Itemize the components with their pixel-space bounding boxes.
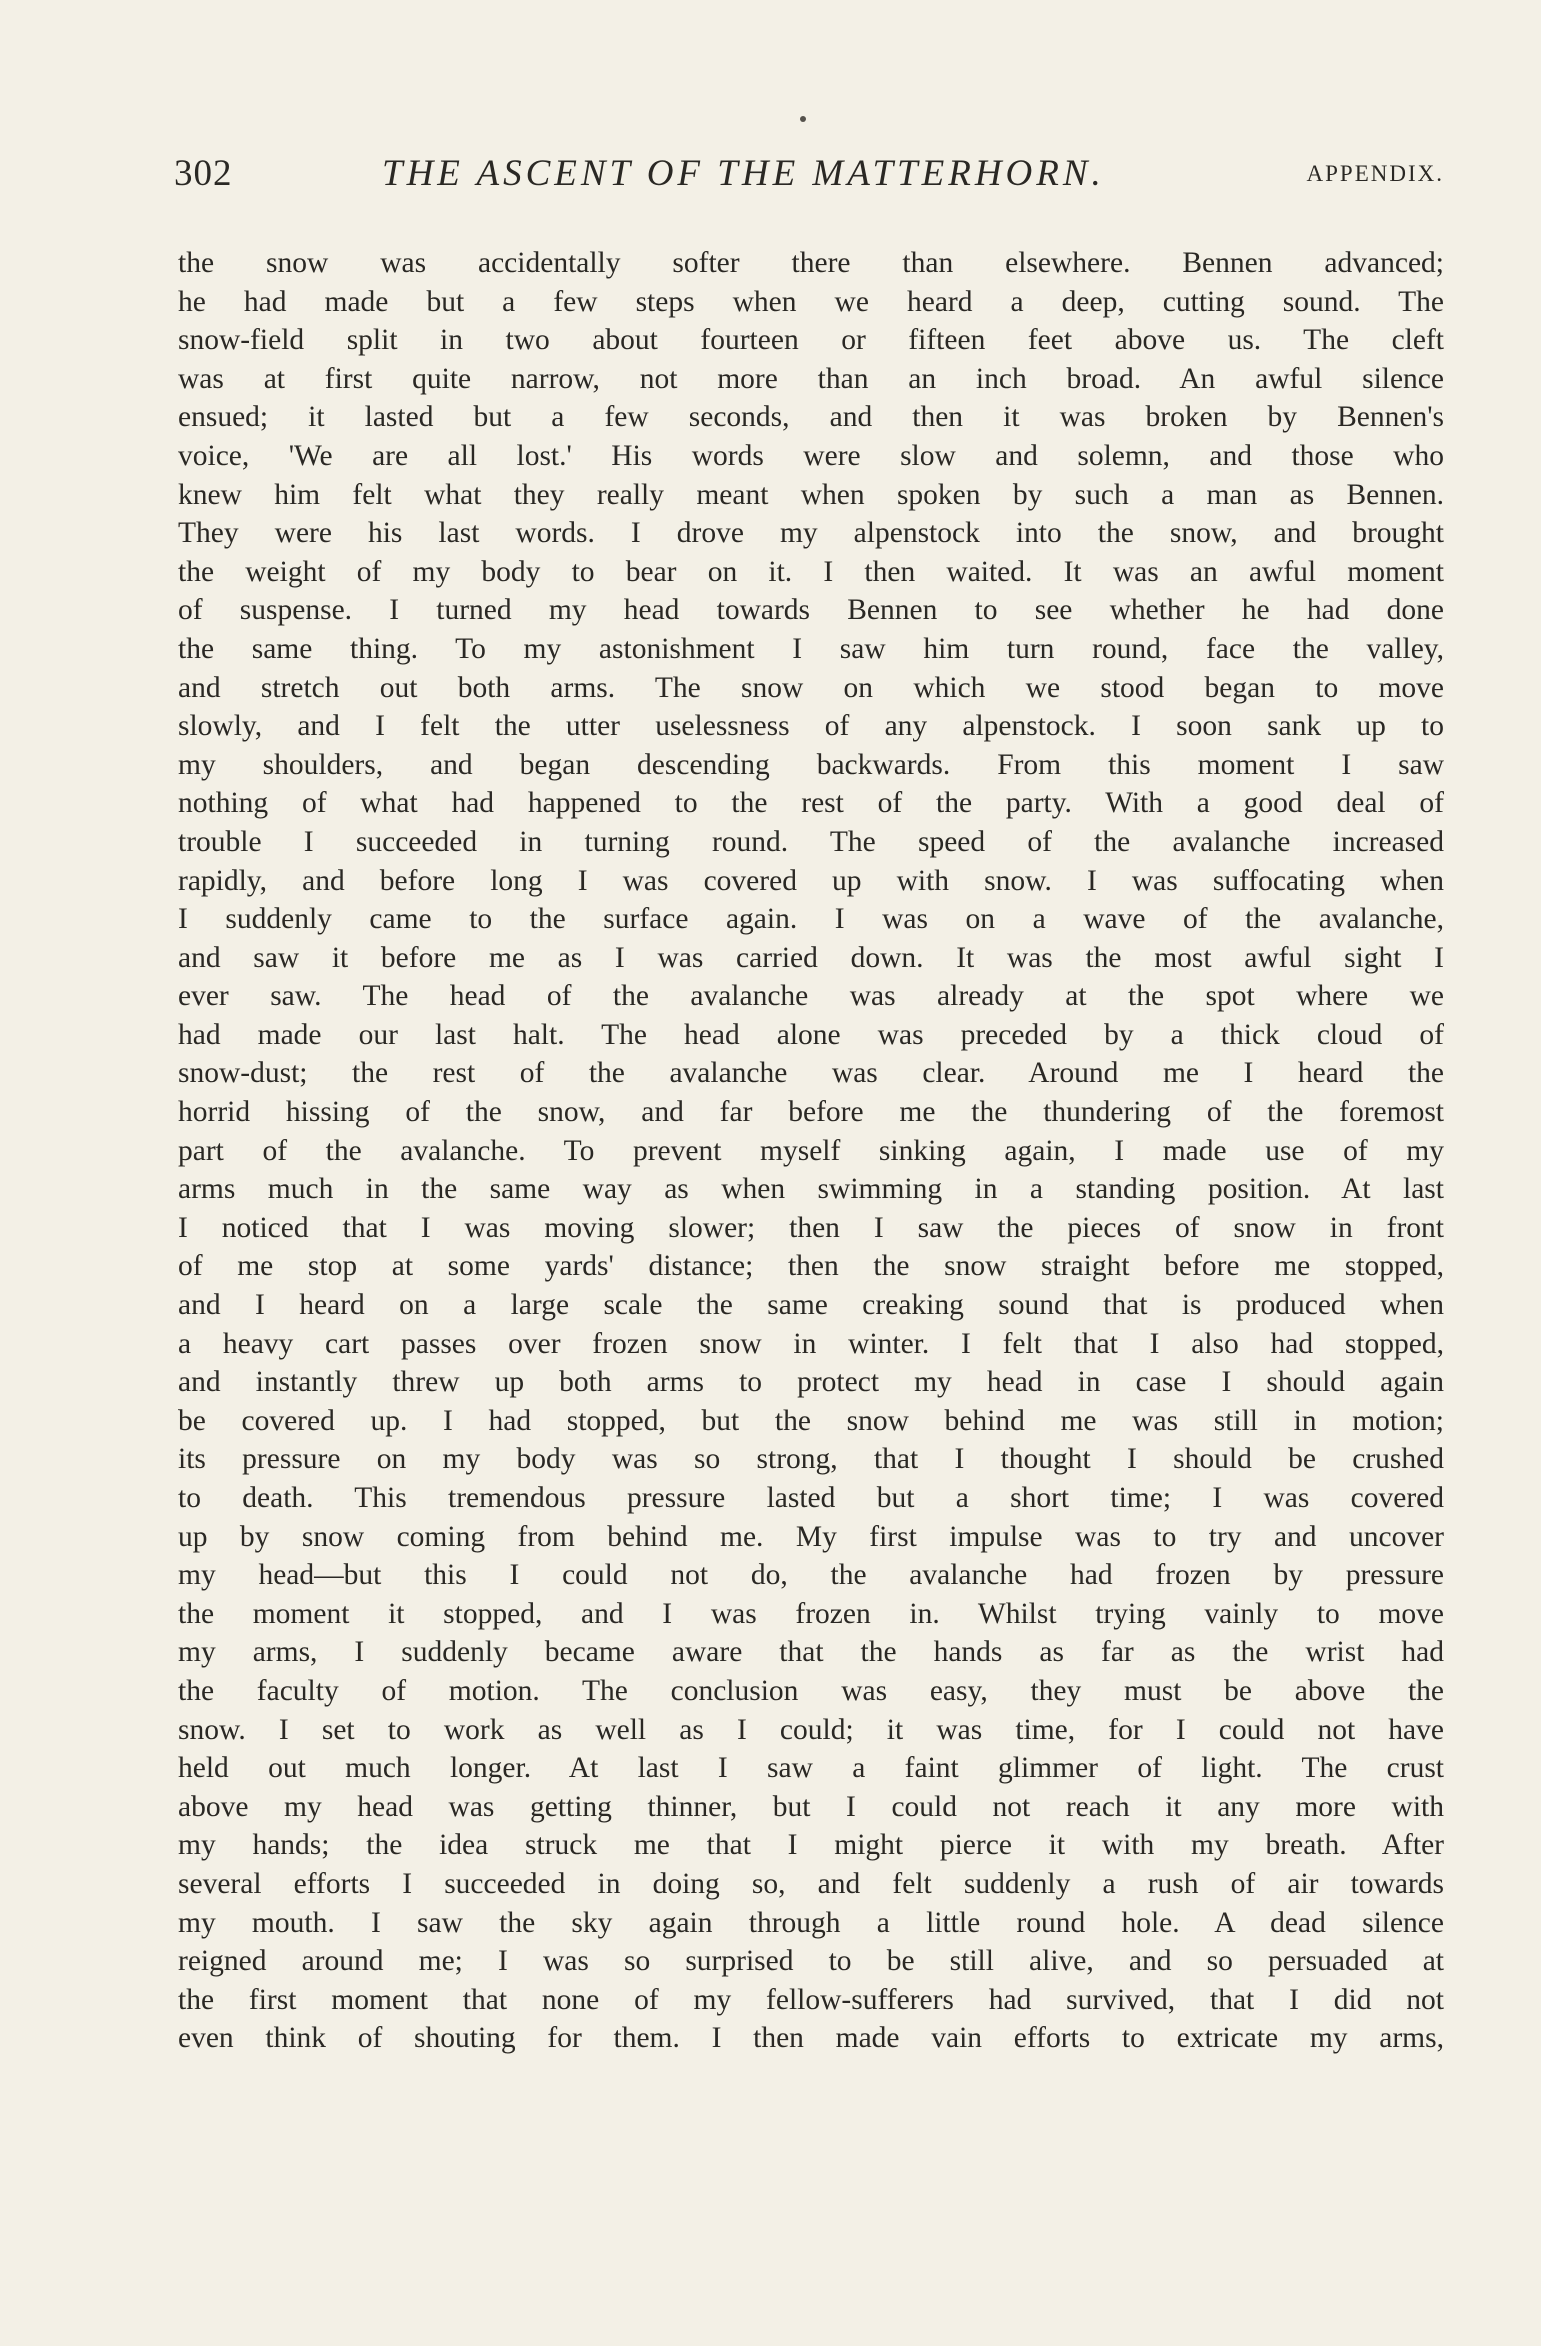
section-label: APPENDIX. [1306, 161, 1444, 186]
text-line: the snow was accidentally softer there than elsewhere. Bennen advanced; [178, 247, 1444, 279]
text-line: the moment it stopped, and I was frozen in. Whilst trying vainly to move [178, 1597, 1444, 1630]
text-line: and I heard on a large scale the same creaking sound that is produced when [178, 1289, 1444, 1322]
text-line: knew him felt what they really meant when spoken by such a man as Bennen. [178, 478, 1444, 511]
text-line: horrid hissing of the snow, and far before me the thundering of the foremost [178, 1096, 1444, 1129]
text-line: even think of shouting for them. I then made vain efforts to extricate my arms, [178, 2022, 1444, 2055]
text-line: ever saw. The head of the avalanche was already at the spot where we [178, 980, 1444, 1013]
text-line: snow. I set to work as well as I could; it was time, for I could not have [178, 1713, 1444, 1746]
text-line: up by snow coming from behind me. My first impulse was to try and uncover [178, 1520, 1444, 1553]
text-line: slowly, and I felt the utter uselessness of any alpenstock. I soon sank up to [178, 710, 1444, 743]
text-line: arms much in the same way as when swimming in a standing position. At last [178, 1173, 1444, 1206]
text-line: my mouth. I saw the sky again through a little round hole. A dead silence [178, 1906, 1444, 1939]
text-line: the first moment that none of my fellow-sufferers had survived, that I did not [178, 1983, 1444, 2016]
running-head [174, 152, 1444, 202]
page-number: 302 [174, 153, 233, 194]
text-line: trouble I succeeded in turning round. The speed of the avalanche increased [178, 825, 1444, 858]
text-line: held out much longer. At last I saw a faint glimmer of light. The crust [178, 1752, 1444, 1785]
text-line: the faculty of motion. The conclusion was easy, they must be above the [178, 1674, 1444, 1707]
body-text [178, 244, 1444, 2058]
text-line: ensued; it lasted but a few seconds, and then it was broken by Bennen's [178, 401, 1444, 434]
text-line: he had made but a few steps when we heard a deep, cutting sound. The [178, 285, 1444, 318]
text-line: its pressure on my body was so strong, that I thought I should be crushed [178, 1443, 1444, 1476]
text-line: I noticed that I was moving slower; then I saw the pieces of snow in front [178, 1211, 1444, 1244]
text-line: my hands; the idea struck me that I might pierce it with my breath. After [178, 1829, 1444, 1862]
text-line: several efforts I succeeded in doing so, and felt suddenly a rush of air towards [178, 1867, 1444, 1900]
text-line: a heavy cart passes over frozen snow in winter. I felt that I also had stopped, [178, 1327, 1444, 1360]
text-line: my shoulders, and began descending backwards. From this moment I saw [178, 748, 1444, 781]
text-line: part of the avalanche. To prevent myself sinking again, I made use of my [178, 1134, 1444, 1167]
text-line: and stretch out both arms. The snow on which we stood began to move [178, 671, 1444, 704]
text-line: nothing of what had happened to the rest of the party. With a good deal of [178, 787, 1444, 820]
text-line: snow-dust; the rest of the avalanche was clear. Around me I heard the [178, 1057, 1444, 1090]
text-line: of suspense. I turned my head towards Bennen to see whether he had done [178, 594, 1444, 627]
running-title: THE ASCENT OF THE MATTERHORN. [382, 153, 1105, 194]
text-line: voice, 'We are all lost.' His words were slow and solemn, and those who [178, 439, 1444, 472]
text-line: to death. This tremendous pressure lasted but a short time; I was covered [178, 1482, 1444, 1514]
text-line: and saw it before me as I was carried down. It was the most awful sight I [178, 941, 1444, 974]
ink-dot [800, 116, 806, 122]
text-line: above my head was getting thinner, but I could not reach it any more with [178, 1790, 1444, 1823]
text-line: was at first quite narrow, not more than an inch broad. An awful silence [178, 362, 1444, 395]
text-line: be covered up. I had stopped, but the snow behind me was still in motion; [178, 1404, 1444, 1437]
text-line: of me stop at some yards' distance; then the snow straight before me stopped, [178, 1250, 1444, 1283]
text-line: my head—but this I could not do, the avalanche had frozen by pressure [178, 1559, 1444, 1592]
text-line: had made our last halt. The head alone was preceded by a thick cloud of [178, 1018, 1444, 1051]
text-line: and instantly threw up both arms to protect my head in case I should again [178, 1366, 1444, 1399]
text-line: rapidly, and before long I was covered up with snow. I was suffocating when [178, 864, 1444, 897]
text-line: snow-field split in two about fourteen or fifteen feet above us. The cleft [178, 324, 1444, 357]
text-line: They were his last words. I drove my alpenstock into the snow, and brought [178, 517, 1444, 550]
text-line: I suddenly came to the surface again. I was on a wave of the avalanche, [178, 903, 1444, 936]
text-line: reigned around me; I was so surprised to be still alive, and so persuaded at [178, 1945, 1444, 1978]
text-line: the same thing. To my astonishment I saw him turn round, face the valley, [178, 632, 1444, 665]
text-line: the weight of my body to bear on it. I then waited. It was an awful moment [178, 555, 1444, 588]
text-line: my arms, I suddenly became aware that the hands as far as the wrist had [178, 1636, 1444, 1669]
